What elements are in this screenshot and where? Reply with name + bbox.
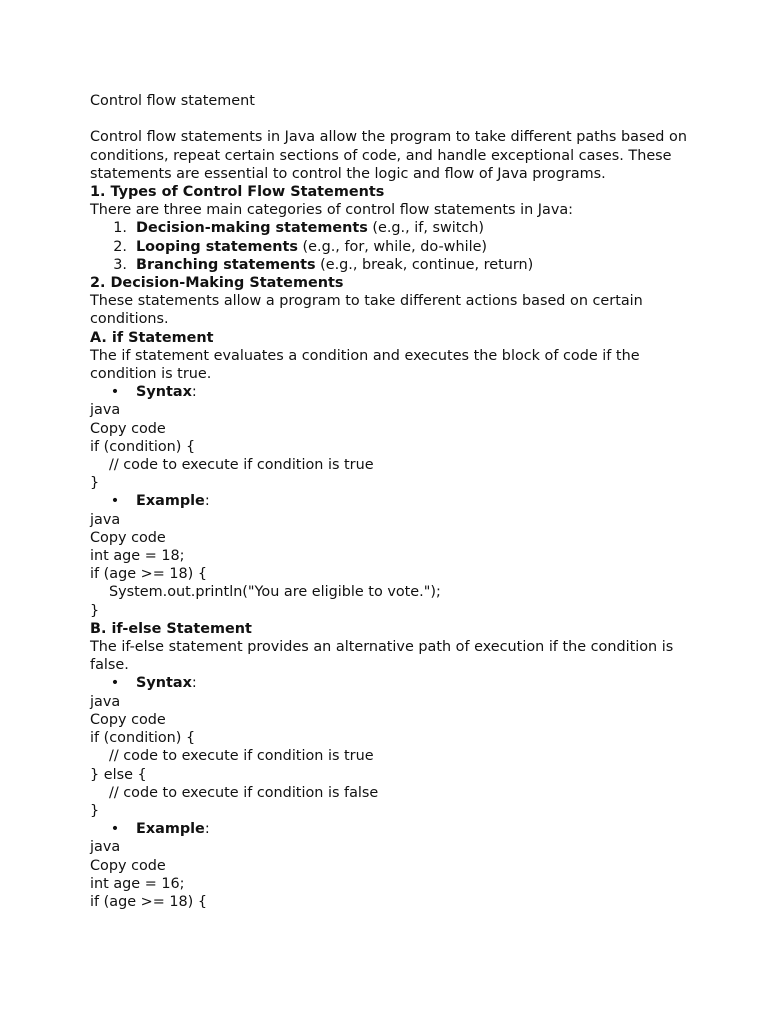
- section-b-text: The if-else statement provides an alternative path of execution if the condition is false.: [90, 639, 674, 674]
- code-line: if (condition) {: [90, 438, 196, 455]
- code-line: }: [90, 802, 100, 819]
- spacer: [90, 110, 690, 128]
- section-1-text: There are three main categories of control flow statements in Java:: [90, 202, 574, 219]
- list-number: 2.: [113, 238, 127, 255]
- list-item-bold: Decision-making statements: [136, 220, 368, 237]
- section-1-heading: 1. Types of Control Flow Statements: [90, 184, 385, 200]
- copy-code-link[interactable]: Copy code: [90, 529, 166, 546]
- list-number: 3.: [113, 256, 127, 273]
- list-item-3: [90, 256, 690, 274]
- section-2-heading: 2. Decision-Making Statements: [90, 275, 344, 292]
- list-item-2: [90, 238, 690, 256]
- code-line: }: [90, 602, 100, 619]
- bullet-syntax-b: [90, 674, 690, 692]
- bullet-label: Syntax: [136, 384, 192, 401]
- colon: :: [204, 493, 210, 510]
- bullet-icon: •: [110, 384, 120, 401]
- list-item-bold: Looping statements: [136, 238, 298, 255]
- code-language: java: [90, 693, 121, 710]
- bullet-label: Syntax: [136, 675, 192, 692]
- section-a-text: The if statement evaluates a condition and executes the block of code if the condition is true.: [90, 347, 640, 383]
- copy-code-link[interactable]: Copy code: [90, 857, 166, 874]
- code-language: java: [90, 402, 121, 419]
- section-2-text: These statements allow a program to take different actions based on certain conditions.: [90, 293, 643, 328]
- bullet-icon: •: [110, 821, 120, 838]
- list-item-rest: (e.g., break, continue, return): [315, 256, 534, 273]
- bullet-icon: •: [110, 493, 120, 510]
- code-language: java: [90, 511, 121, 528]
- code-language: java: [90, 839, 121, 856]
- bullet-example-a: [90, 492, 690, 510]
- code-line: }: [90, 475, 100, 492]
- code-line: int age = 16;: [90, 875, 185, 892]
- bullet-icon: •: [110, 675, 120, 692]
- code-line: if (age >= 18) {: [90, 566, 207, 583]
- section-a-heading: A. if Statement: [90, 329, 214, 346]
- bullet-syntax-a: [90, 383, 690, 401]
- list-item-rest: (e.g., for, while, do-while): [297, 238, 488, 255]
- code-line: // code to execute if condition is false: [109, 784, 379, 801]
- bullet-example-b: [90, 820, 690, 838]
- code-line: // code to execute if condition is true: [109, 457, 374, 474]
- copy-code-link[interactable]: Copy code: [90, 711, 166, 728]
- list-item-bold: Branching statements: [136, 256, 316, 273]
- section-b-heading: B. if-else Statement: [90, 620, 252, 637]
- list-number: 1.: [113, 220, 127, 237]
- bullet-label: Example: [136, 821, 205, 838]
- copy-code-link[interactable]: Copy code: [90, 420, 166, 437]
- code-line: System.out.println("You are eligible to vote.");: [109, 584, 441, 601]
- code-line: if (age >= 18) {: [90, 893, 207, 910]
- code-line: // code to execute if condition is true: [109, 748, 374, 765]
- code-line: if (condition) {: [90, 730, 196, 747]
- bullet-label: Example: [136, 493, 205, 510]
- intro-paragraph: Control flow statements in Java allow the program to take different paths based on conditions, repeat certain sections of code, and handle exceptional cases. These statements are essential to control the logic and flow of Java programs.: [90, 129, 687, 182]
- colon: :: [191, 384, 197, 401]
- list-item-rest: (e.g., if, switch): [367, 220, 485, 237]
- list-item-1: [90, 219, 690, 237]
- code-line: } else {: [90, 766, 147, 783]
- code-line: int age = 18;: [90, 548, 185, 565]
- colon: :: [204, 821, 210, 838]
- colon: :: [191, 675, 197, 692]
- document-title: Control flow statement: [90, 93, 255, 109]
- document-page: [90, 92, 690, 911]
